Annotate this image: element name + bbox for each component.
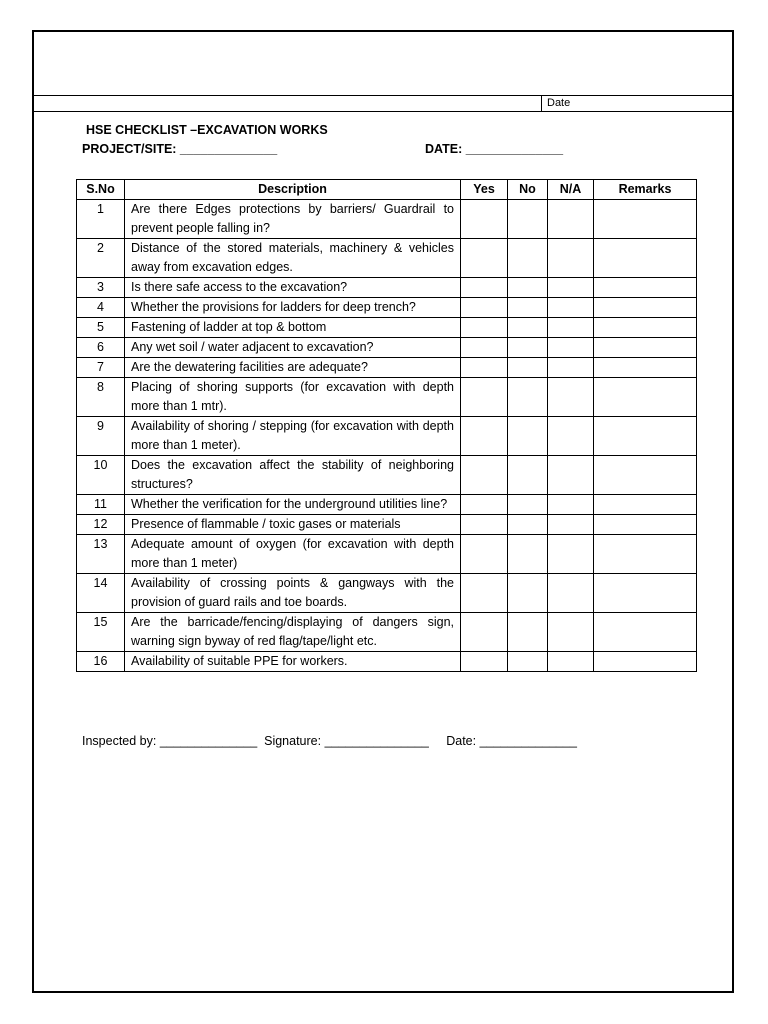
row-na-cell[interactable] bbox=[548, 574, 594, 613]
row-no-cell[interactable] bbox=[508, 652, 548, 672]
row-yes-cell[interactable] bbox=[461, 535, 508, 574]
header-date-label: Date bbox=[541, 96, 732, 111]
row-description: Whether the provisions for ladders for deep trench? bbox=[125, 298, 461, 318]
row-no-cell[interactable] bbox=[508, 515, 548, 535]
row-yes-cell[interactable] bbox=[461, 200, 508, 239]
row-remarks-cell[interactable] bbox=[594, 378, 697, 417]
row-description: Availability of shoring / stepping (for excavation with depth more than 1 meter). bbox=[125, 417, 461, 456]
row-description: Availability of crossing points & gangways with the provision of guard rails and toe boards. bbox=[125, 574, 461, 613]
header-band bbox=[34, 95, 732, 112]
row-na-cell[interactable] bbox=[548, 358, 594, 378]
row-remarks-cell[interactable] bbox=[594, 338, 697, 358]
row-sno: 2 bbox=[77, 239, 125, 278]
table-header-row bbox=[77, 180, 697, 200]
document-title: HSE CHECKLIST –EXCAVATION WORKS bbox=[86, 123, 328, 137]
row-sno: 4 bbox=[77, 298, 125, 318]
row-sno: 3 bbox=[77, 278, 125, 298]
row-yes-cell[interactable] bbox=[461, 239, 508, 278]
row-na-cell[interactable] bbox=[548, 652, 594, 672]
column-header-na: N/A bbox=[548, 180, 594, 200]
table-row bbox=[77, 456, 697, 495]
row-na-cell[interactable] bbox=[548, 278, 594, 298]
row-na-cell[interactable] bbox=[548, 298, 594, 318]
row-description: Are there Edges protections by barriers/ Guardrail to prevent people falling in? bbox=[125, 200, 461, 239]
table-row bbox=[77, 298, 697, 318]
row-sno: 14 bbox=[77, 574, 125, 613]
row-no-cell[interactable] bbox=[508, 318, 548, 338]
row-remarks-cell[interactable] bbox=[594, 535, 697, 574]
row-description: Any wet soil / water adjacent to excavation? bbox=[125, 338, 461, 358]
row-no-cell[interactable] bbox=[508, 378, 548, 417]
table-row bbox=[77, 378, 697, 417]
row-description: Presence of flammable / toxic gases or materials bbox=[125, 515, 461, 535]
row-yes-cell[interactable] bbox=[461, 574, 508, 613]
checklist-table bbox=[76, 179, 697, 672]
table-row bbox=[77, 613, 697, 652]
row-no-cell[interactable] bbox=[508, 278, 548, 298]
row-no-cell[interactable] bbox=[508, 298, 548, 318]
table-row bbox=[77, 417, 697, 456]
row-no-cell[interactable] bbox=[508, 338, 548, 358]
row-yes-cell[interactable] bbox=[461, 417, 508, 456]
row-na-cell[interactable] bbox=[548, 417, 594, 456]
signature-field: Signature: _______________ bbox=[264, 734, 429, 748]
table-row bbox=[77, 535, 697, 574]
row-yes-cell[interactable] bbox=[461, 338, 508, 358]
row-na-cell[interactable] bbox=[548, 200, 594, 239]
row-yes-cell[interactable] bbox=[461, 515, 508, 535]
row-description: Are the barricade/fencing/displaying of dangers sign, warning sign byway of red flag/tape/light etc. bbox=[125, 613, 461, 652]
row-na-cell[interactable] bbox=[548, 456, 594, 495]
row-na-cell[interactable] bbox=[548, 613, 594, 652]
row-description: Is there safe access to the excavation? bbox=[125, 278, 461, 298]
row-yes-cell[interactable] bbox=[461, 456, 508, 495]
row-na-cell[interactable] bbox=[548, 318, 594, 338]
column-header-no: No bbox=[508, 180, 548, 200]
row-no-cell[interactable] bbox=[508, 456, 548, 495]
inspected-by-field: Inspected by: ______________ bbox=[82, 734, 258, 748]
row-no-cell[interactable] bbox=[508, 239, 548, 278]
row-yes-cell[interactable] bbox=[461, 652, 508, 672]
row-sno: 7 bbox=[77, 358, 125, 378]
row-na-cell[interactable] bbox=[548, 515, 594, 535]
row-sno: 5 bbox=[77, 318, 125, 338]
row-sno: 11 bbox=[77, 495, 125, 515]
row-yes-cell[interactable] bbox=[461, 495, 508, 515]
column-header-description: Description bbox=[125, 180, 461, 200]
row-yes-cell[interactable] bbox=[461, 318, 508, 338]
date-field: DATE: ______________ bbox=[425, 142, 564, 156]
row-no-cell[interactable] bbox=[508, 613, 548, 652]
row-sno: 12 bbox=[77, 515, 125, 535]
column-header-sno: S.No bbox=[77, 180, 125, 200]
row-sno: 16 bbox=[77, 652, 125, 672]
row-yes-cell[interactable] bbox=[461, 278, 508, 298]
row-na-cell[interactable] bbox=[548, 239, 594, 278]
row-remarks-cell[interactable] bbox=[594, 515, 697, 535]
row-no-cell[interactable] bbox=[508, 417, 548, 456]
row-yes-cell[interactable] bbox=[461, 358, 508, 378]
row-no-cell[interactable] bbox=[508, 535, 548, 574]
table-row bbox=[77, 652, 697, 672]
checklist-page bbox=[32, 30, 734, 993]
row-description: Does the excavation affect the stability of neighboring structures? bbox=[125, 456, 461, 495]
row-remarks-cell[interactable] bbox=[594, 574, 697, 613]
row-remarks-cell[interactable] bbox=[594, 456, 697, 495]
row-description: Are the dewatering facilities are adequate? bbox=[125, 358, 461, 378]
table-row bbox=[77, 278, 697, 298]
row-yes-cell[interactable] bbox=[461, 298, 508, 318]
project-site-field: PROJECT/SITE: ______________ bbox=[82, 142, 278, 156]
row-description: Adequate amount of oxygen (for excavation with depth more than 1 meter) bbox=[125, 535, 461, 574]
row-sno: 1 bbox=[77, 200, 125, 239]
row-sno: 9 bbox=[77, 417, 125, 456]
table-row bbox=[77, 358, 697, 378]
row-remarks-cell[interactable] bbox=[594, 613, 697, 652]
row-sno: 15 bbox=[77, 613, 125, 652]
row-description: Placing of shoring supports (for excavation with depth more than 1 mtr). bbox=[125, 378, 461, 417]
row-no-cell[interactable] bbox=[508, 495, 548, 515]
column-header-yes: Yes bbox=[461, 180, 508, 200]
row-description: Fastening of ladder at top & bottom bbox=[125, 318, 461, 338]
row-no-cell[interactable] bbox=[508, 200, 548, 239]
row-sno: 8 bbox=[77, 378, 125, 417]
table-row bbox=[77, 574, 697, 613]
table-row bbox=[77, 338, 697, 358]
row-yes-cell[interactable] bbox=[461, 378, 508, 417]
row-remarks-cell[interactable] bbox=[594, 200, 697, 239]
row-remarks-cell[interactable] bbox=[594, 318, 697, 338]
row-no-cell[interactable] bbox=[508, 358, 548, 378]
row-na-cell[interactable] bbox=[548, 378, 594, 417]
row-sno: 13 bbox=[77, 535, 125, 574]
table-row bbox=[77, 318, 697, 338]
table-row bbox=[77, 495, 697, 515]
footer-date-field: Date: ______________ bbox=[446, 734, 577, 748]
table-row bbox=[77, 200, 697, 239]
row-na-cell[interactable] bbox=[548, 338, 594, 358]
row-remarks-cell[interactable] bbox=[594, 417, 697, 456]
column-header-remarks: Remarks bbox=[594, 180, 697, 200]
row-remarks-cell[interactable] bbox=[594, 652, 697, 672]
row-remarks-cell[interactable] bbox=[594, 298, 697, 318]
row-remarks-cell[interactable] bbox=[594, 278, 697, 298]
row-yes-cell[interactable] bbox=[461, 613, 508, 652]
row-sno: 10 bbox=[77, 456, 125, 495]
row-description: Whether the verification for the underground utilities line? bbox=[125, 495, 461, 515]
row-no-cell[interactable] bbox=[508, 574, 548, 613]
row-na-cell[interactable] bbox=[548, 495, 594, 515]
row-description: Distance of the stored materials, machinery & vehicles away from excavation edges. bbox=[125, 239, 461, 278]
row-remarks-cell[interactable] bbox=[594, 495, 697, 515]
table-row bbox=[77, 239, 697, 278]
footer-signoff bbox=[82, 734, 577, 748]
row-sno: 6 bbox=[77, 338, 125, 358]
row-remarks-cell[interactable] bbox=[594, 358, 697, 378]
row-remarks-cell[interactable] bbox=[594, 239, 697, 278]
row-description: Availability of suitable PPE for workers. bbox=[125, 652, 461, 672]
row-na-cell[interactable] bbox=[548, 535, 594, 574]
table-row bbox=[77, 515, 697, 535]
